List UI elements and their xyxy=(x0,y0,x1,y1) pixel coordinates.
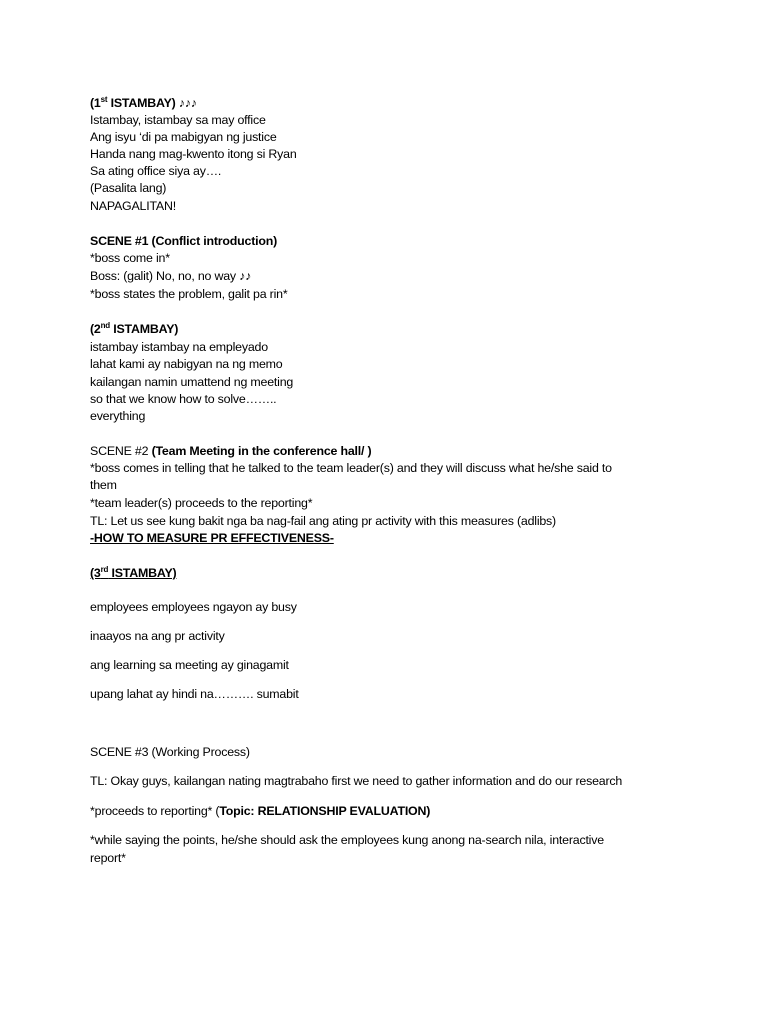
lyric-line: everything xyxy=(90,409,146,423)
lyric-line: Istambay, istambay sa may office xyxy=(90,113,266,127)
istambay2-heading: (2nd ISTAMBAY) xyxy=(90,320,179,336)
scene-line: TL: Let us see kung bakit nga ba nag-fail ang ating pr activity with this measures (adlibs) xyxy=(90,514,556,528)
lyric-line: ang learning sa meeting ay ginagamit xyxy=(90,658,289,672)
topic-heading: -HOW TO MEASURE PR EFFECTIVENESS- xyxy=(90,531,334,545)
scene-line: report* xyxy=(90,851,126,865)
lyric-line: kailangan namin umattend ng meeting xyxy=(90,375,294,389)
istambay3-heading: (3rd ISTAMBAY) xyxy=(90,564,177,580)
lyric-line: so that we know how to solve…….. xyxy=(90,392,277,406)
istambay1-heading: (1st ISTAMBAY) ♪♪♪ xyxy=(90,94,197,110)
lyric-line: Sa ating office siya ay…. xyxy=(90,164,222,178)
lyric-line: istambay istambay na empleyado xyxy=(90,340,268,354)
lyric-line: upang lahat ay hindi na………. sumabit xyxy=(90,687,299,701)
scene-line: them xyxy=(90,478,117,492)
scene-line: *boss comes in telling that he talked to the team leader(s) and they will discuss what he/she said to xyxy=(90,461,612,475)
lyric-line: employees employees ngayon ay busy xyxy=(90,600,297,614)
lyric-line: NAPAGALITAN! xyxy=(90,199,176,213)
lyric-line: inaayos na ang pr activity xyxy=(90,629,225,643)
lyric-line: lahat kami ay nabigyan na ng memo xyxy=(90,357,283,371)
scene-line: *proceeds to reporting* (Topic: RELATIONSHIP EVALUATION) xyxy=(90,804,431,818)
scene3-heading: SCENE #3 (Working Process) xyxy=(90,745,250,759)
scene-line: TL: Okay guys, kailangan nating magtrabaho first we need to gather information and do our research xyxy=(90,774,623,788)
scene-line: *team leader(s) proceeds to the reporting* xyxy=(90,496,313,510)
scene-line: *boss come in* xyxy=(90,251,170,265)
lyric-line: Handa nang mag-kwento itong si Ryan xyxy=(90,147,297,161)
scene2-heading: SCENE #2 (Team Meeting in the conference hall/ ) xyxy=(90,444,372,458)
lyric-line: (Pasalita lang) xyxy=(90,181,167,195)
scene-line: Boss: (galit) No, no, no way ♪♪ xyxy=(90,269,252,283)
scene1-heading: SCENE #1 (Conflict introduction) xyxy=(90,234,278,248)
scene-line: *boss states the problem, galit pa rin* xyxy=(90,287,288,301)
scene-line: *while saying the points, he/she should ask the employees kung anong na-search nila, interactive xyxy=(90,833,604,847)
lyric-line: Ang isyu ‘di pa mabigyan ng justice xyxy=(90,130,277,144)
